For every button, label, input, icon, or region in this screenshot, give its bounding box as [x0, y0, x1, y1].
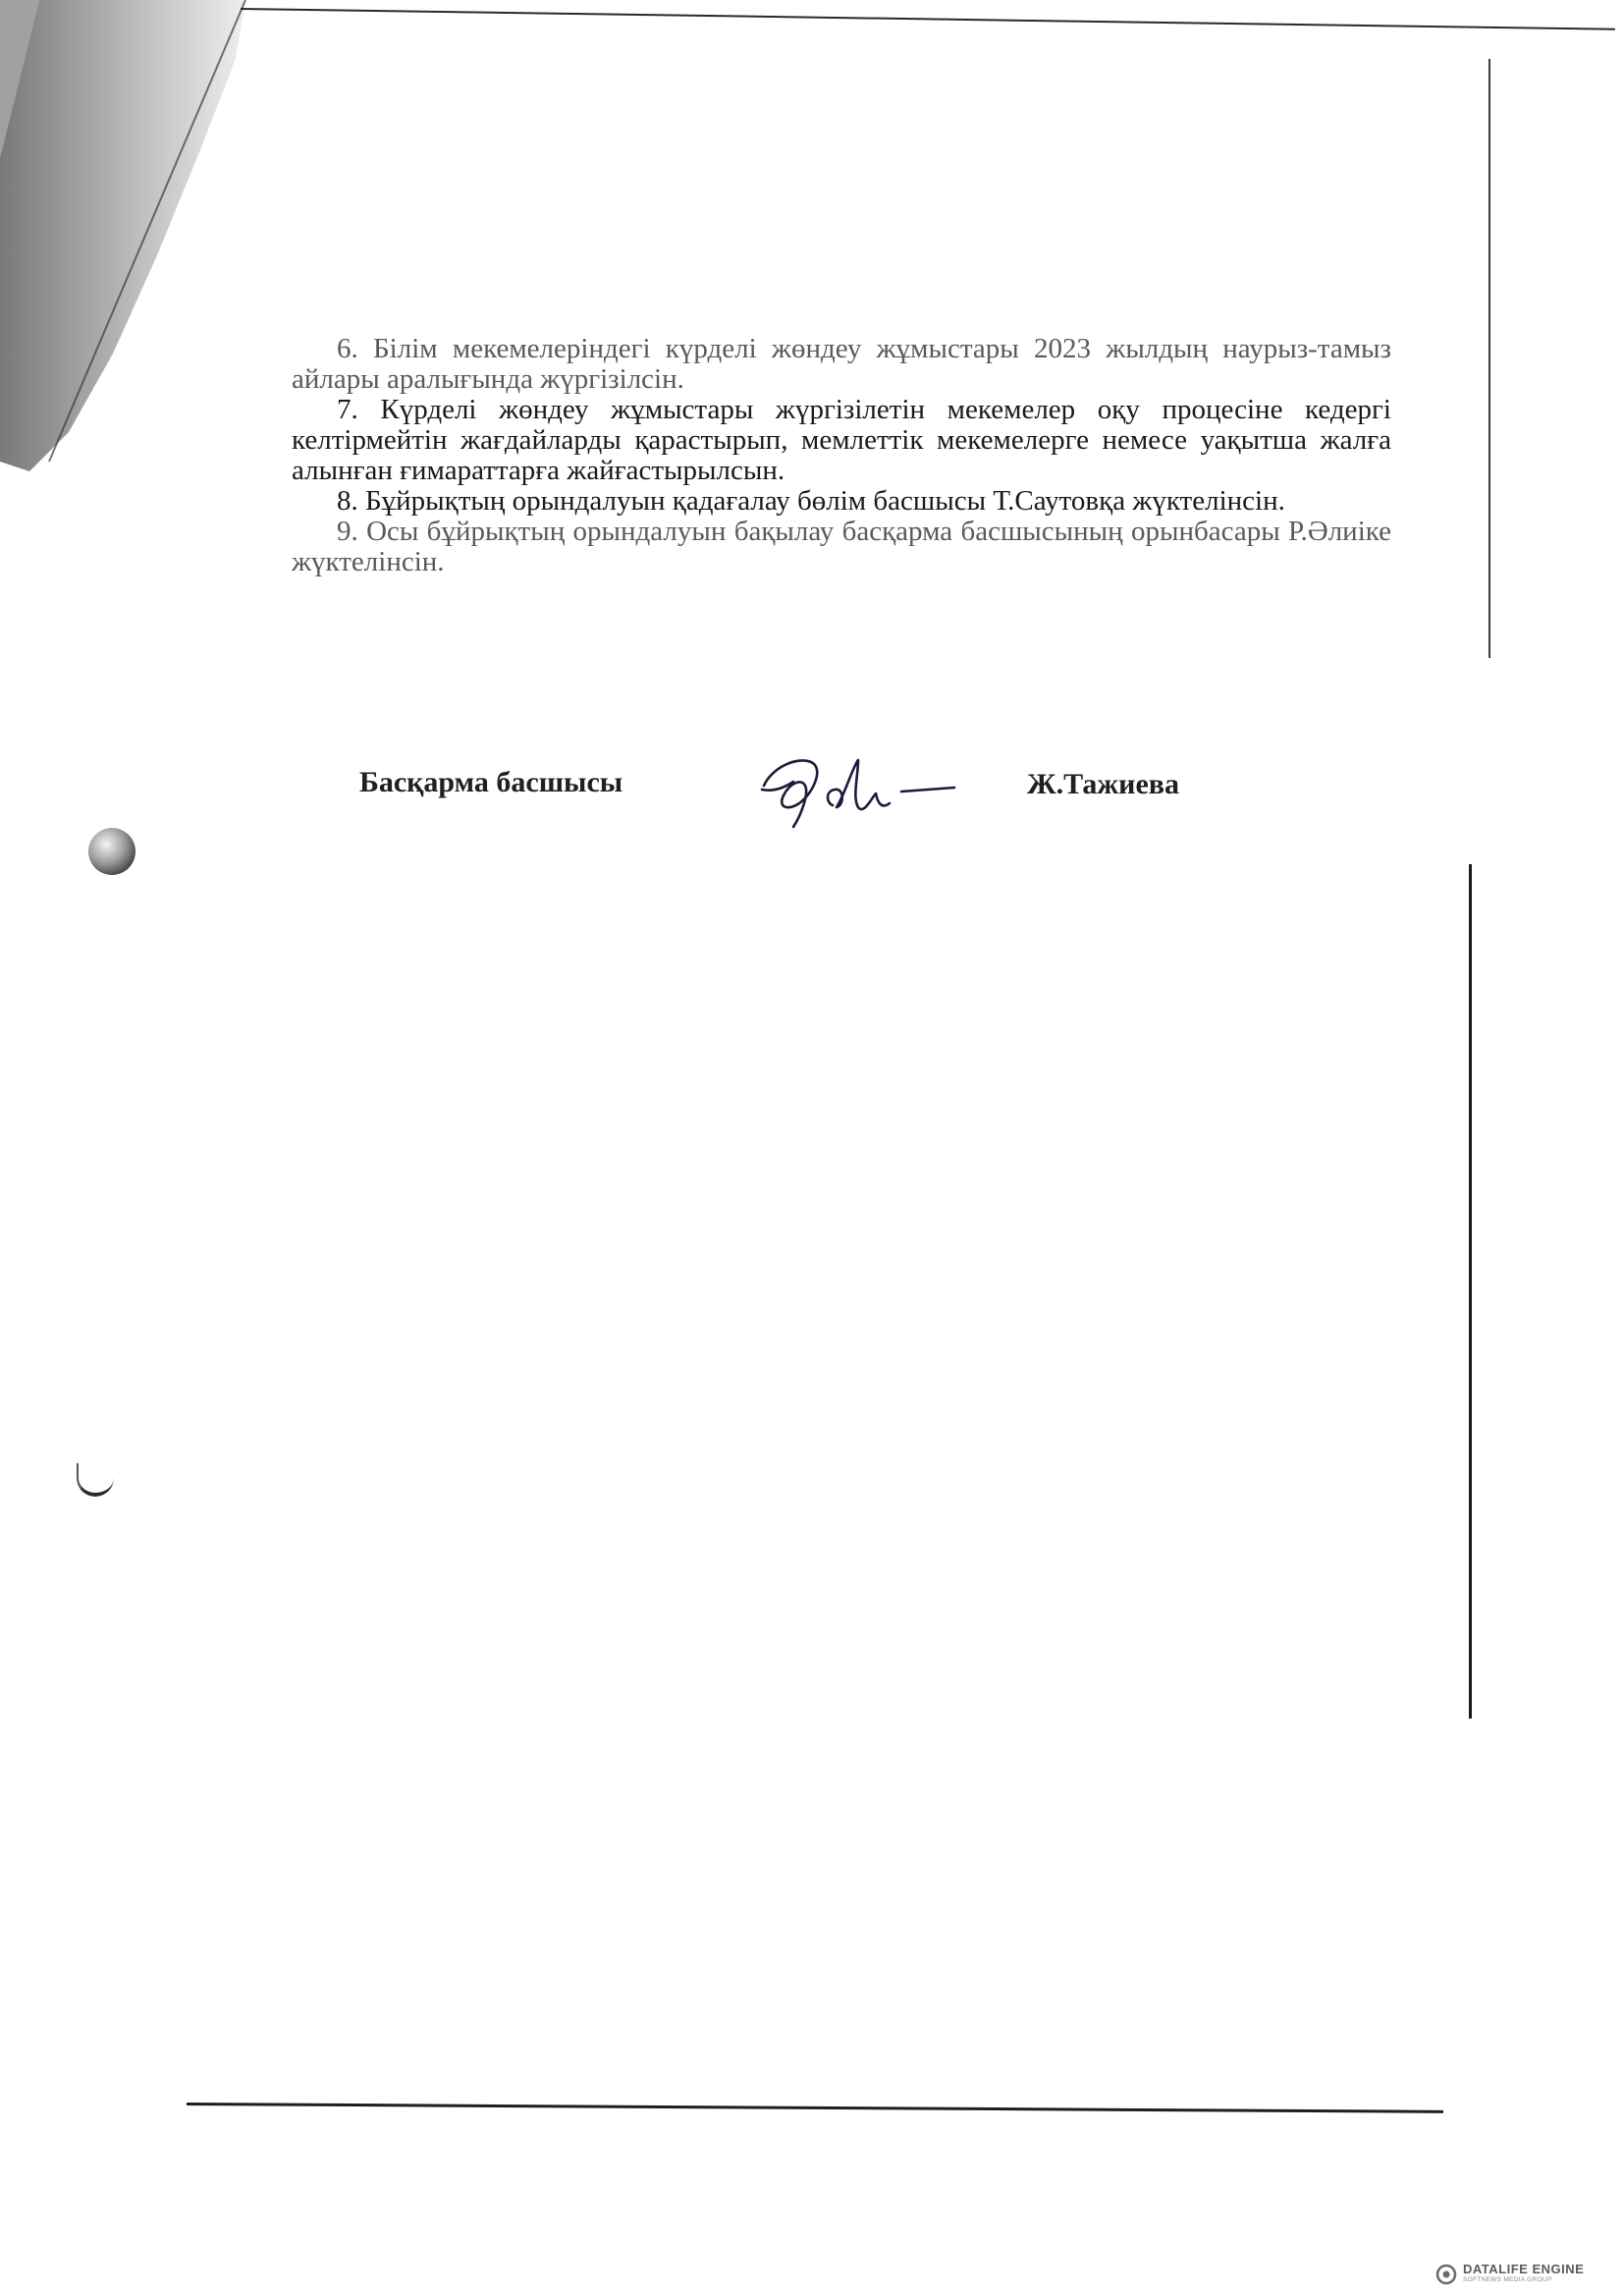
sheet-edge-right-lower [1469, 864, 1472, 1719]
watermark [1435, 2262, 1612, 2287]
punch-hole [88, 828, 135, 875]
handwritten-signature [742, 746, 968, 835]
paragraph-9: 9. Осы бұйрықтың орындалуын бақылау басқарма басшысының орынбасары Р.Әлиіке жүктелінсін. [292, 516, 1391, 577]
signature-block [0, 746, 1624, 835]
watermark-subtitle: SOFTNEWS MEDIA GROUP [1463, 2276, 1552, 2283]
sheet-edge-right [1489, 59, 1490, 658]
punch-hole-mark [77, 1463, 114, 1497]
watermark-title: DATALIFE ENGINE [1463, 2262, 1585, 2276]
document-body [292, 334, 1391, 577]
sheet-edge-bottom [187, 2103, 1443, 2113]
signatory-title: Басқарма басшысы [359, 766, 623, 798]
signatory-name: Ж.Тажиева [1027, 768, 1179, 800]
paragraph-7: 7. Күрделі жөндеу жұмыстары жүргізілетін мекемелер оқу процесіне кедергі келтірмейтін жағдайларды қарастырып, мемлеттік мекемелерге немесе уақытша жалға алынған ғимараттарға жайғастырылсын. [292, 394, 1391, 486]
paragraph-8: 8. Бұйрықтың орындалуын қадағалау бөлім басшысы Т.Саутовқа жүктелінсін. [337, 485, 1285, 517]
paragraph-6: 6. Білім мекемелеріндегі күрделі жөндеу жұмыстары 2023 жылдың наурыз-тамыз айлары аралығында жүргізілсін. [292, 333, 1391, 395]
datalife-logo-icon [1435, 2264, 1457, 2285]
sheet-edge-top [241, 8, 1615, 30]
